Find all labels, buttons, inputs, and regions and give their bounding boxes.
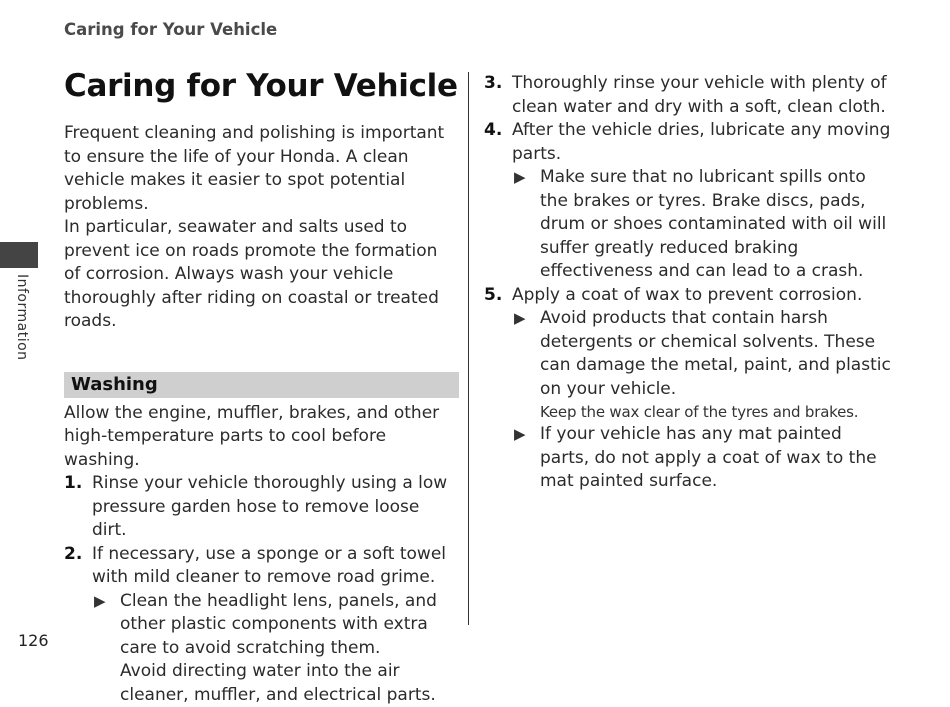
note	[92, 590, 459, 707]
step-text: If necessary, use a sponge or a soft towel with mild cleaner to remove road grime.	[92, 543, 459, 590]
list-item	[484, 284, 894, 494]
list-item	[64, 472, 459, 543]
intro-block	[64, 122, 459, 334]
section-tab-label: Information	[14, 274, 30, 361]
left-column	[64, 64, 459, 707]
running-head: Caring for Your Vehicle	[64, 20, 277, 39]
note-text: Avoid products that contain harsh detergents or chemical solvents. These can damage the metal, paint, and plastic on your vehicle.	[540, 307, 894, 401]
step-content	[512, 119, 894, 284]
list-item	[64, 543, 459, 707]
list-item	[484, 119, 894, 284]
step-text: Rinse your vehicle thoroughly using a low pressure garden hose to remove loose dirt.	[92, 472, 459, 543]
step-content	[512, 284, 894, 494]
column-divider	[468, 72, 469, 625]
section-tab-marker	[0, 242, 38, 268]
step-number: 5.	[484, 284, 512, 494]
note	[512, 423, 894, 494]
note-arrow-icon: ▶	[512, 166, 540, 284]
section-heading-washing: Washing	[64, 372, 459, 398]
step-text: Thoroughly rinse your vehicle with plenty of clean water and dry with a soft, clean cloth.	[512, 72, 894, 119]
note-text: Avoid directing water into the air cleaner, muffler, and electrical parts.	[120, 660, 459, 707]
note-small-text: Keep the wax clear of the tyres and brakes.	[540, 401, 894, 423]
step-number: 3.	[484, 72, 512, 119]
intro-paragraph: Frequent cleaning and polishing is important to ensure the life of your Honda. A clean vehicle makes it easier to spot potential problems.	[64, 122, 459, 216]
step-text: Apply a coat of wax to prevent corrosion.	[512, 284, 894, 308]
note-arrow-icon: ▶	[512, 423, 540, 494]
note-text: Make sure that no lubricant spills onto the brakes or tyres. Brake discs, pads, drum or shoes contaminated with oil will suffer greatly reduced braking effectiveness and can lead to a crash.	[540, 166, 894, 284]
step-number: 4.	[484, 119, 512, 284]
step-number: 2.	[64, 543, 92, 707]
page-title: Caring for Your Vehicle	[64, 64, 459, 108]
note-arrow-icon: ▶	[92, 590, 120, 707]
step-text: After the vehicle dries, lubricate any moving parts.	[512, 119, 894, 166]
right-column	[484, 72, 894, 494]
washing-lead: Allow the engine, muffler, brakes, and other high-temperature parts to cool before washing.	[64, 402, 459, 473]
note	[512, 307, 894, 423]
note-content	[120, 590, 459, 707]
intro-paragraph: In particular, seawater and salts used to prevent ice on roads promote the formation of corrosion. Always wash your vehicle thoroughly after riding on coastal or treated roads.	[64, 216, 459, 334]
note	[512, 166, 894, 284]
note-text: Clean the headlight lens, panels, and other plastic components with extra care to avoid scratching them.	[120, 590, 459, 661]
note-content	[540, 307, 894, 423]
note-arrow-icon: ▶	[512, 307, 540, 423]
step-content	[92, 543, 459, 707]
list-item	[484, 72, 894, 119]
note-text: If your vehicle has any mat painted parts, do not apply a coat of wax to the mat painted surface.	[540, 423, 894, 494]
page-number: 126	[18, 631, 49, 650]
step-number: 1.	[64, 472, 92, 543]
